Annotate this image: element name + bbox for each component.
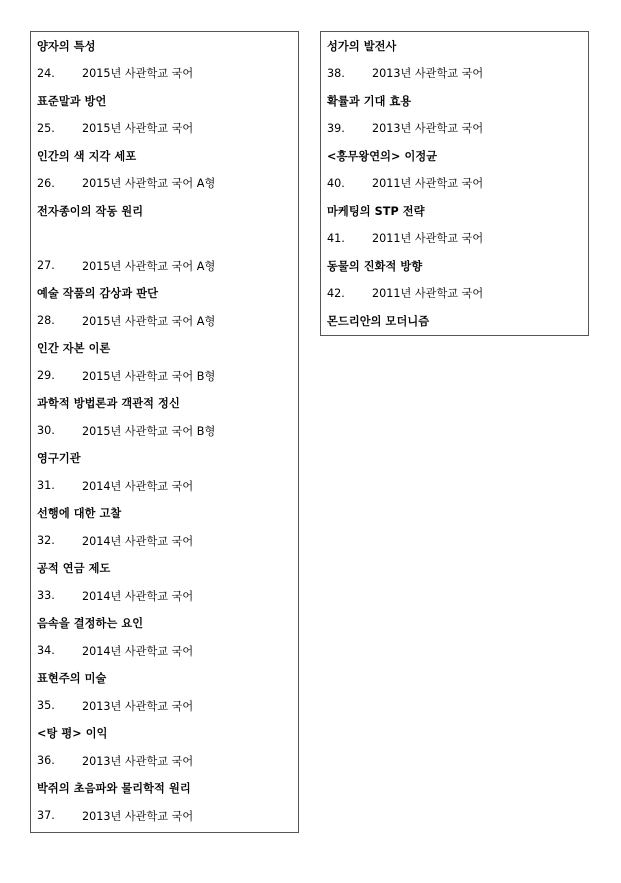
item-number: 41. — [327, 231, 345, 245]
passage-title: 공적 연금 제도 — [37, 562, 111, 576]
source-text: 2014년 사관학교 국어 — [82, 534, 194, 548]
source-text: 2011년 사관학교 국어 — [372, 287, 484, 301]
passage-title: 몬드리안의 모더니즘 — [327, 314, 430, 328]
source-text: 2013년 사관학교 국어 — [82, 754, 194, 768]
source-entry — [37, 60, 292, 88]
source-entry — [37, 472, 292, 500]
source-text: 2013년 사관학교 국어 — [82, 699, 194, 713]
item-number: 31. — [37, 479, 55, 493]
item-number: 27. — [37, 259, 55, 273]
source-entry — [37, 637, 292, 665]
source-text: 2014년 사관학교 국어 — [82, 479, 194, 493]
passage-title: <흥무왕연의> 이정균 — [327, 149, 438, 163]
source-text: 2014년 사관학교 국어 — [82, 644, 194, 658]
passage-title: 인간 자본 이론 — [37, 342, 111, 356]
source-entry — [37, 417, 292, 445]
source-entry — [327, 60, 582, 88]
source-text: 2013년 사관학교 국어 — [372, 122, 484, 136]
passage-title: 성가의 발전사 — [327, 39, 397, 53]
item-number: 25. — [37, 121, 55, 135]
source-text: 2015년 사관학교 국어 B형 — [82, 369, 216, 383]
source-entry — [327, 170, 582, 198]
source-entry — [327, 115, 582, 143]
item-number: 34. — [37, 644, 55, 658]
item-number: 38. — [327, 66, 345, 80]
item-number: 36. — [37, 754, 55, 768]
source-entry — [37, 582, 292, 610]
item-number: 26. — [37, 176, 55, 190]
source-text: 2015년 사관학교 국어 — [82, 67, 194, 81]
passage-title: 인간의 색 지각 세포 — [37, 149, 137, 163]
passage-title: 양자의 특성 — [37, 39, 96, 53]
passage-title: 확률과 기대 효용 — [327, 94, 412, 108]
item-number: 40. — [327, 176, 345, 190]
item-number: 37. — [37, 809, 55, 823]
item-number: 32. — [37, 534, 55, 548]
item-number: 42. — [327, 286, 345, 300]
source-text: 2013년 사관학교 국어 — [82, 809, 194, 823]
item-number: 35. — [37, 699, 55, 713]
item-number: 39. — [327, 121, 345, 135]
source-text: 2015년 사관학교 국어 — [82, 122, 194, 136]
source-text: 2011년 사관학교 국어 — [372, 232, 484, 246]
source-text: 2011년 사관학교 국어 — [372, 177, 484, 191]
source-entry — [37, 692, 292, 720]
item-number: 33. — [37, 589, 55, 603]
item-number: 28. — [37, 314, 55, 328]
passage-title: 과학적 방법론과 객관적 정신 — [37, 397, 180, 411]
source-entry — [327, 280, 582, 308]
source-entry — [37, 362, 292, 390]
passage-title: 영구기관 — [37, 452, 81, 466]
source-entry — [37, 527, 292, 555]
source-entry — [37, 115, 292, 143]
left-column — [30, 31, 299, 833]
source-text: 2015년 사관학교 국어 A형 — [82, 177, 216, 191]
source-entry — [37, 307, 292, 335]
source-text: 2014년 사관학교 국어 — [82, 589, 194, 603]
passage-title: 마케팅의 STP 전략 — [327, 204, 425, 218]
passage-title: 전자종이의 작동 원리 — [37, 204, 144, 218]
passage-title: 박쥐의 초음파와 물리학적 원리 — [37, 782, 191, 796]
source-text: 2013년 사관학교 국어 — [372, 67, 484, 81]
source-entry — [37, 747, 292, 775]
item-number: 30. — [37, 424, 55, 438]
source-text: 2015년 사관학교 국어 A형 — [82, 259, 216, 273]
passage-title: <탕 평> 이익 — [37, 727, 108, 741]
source-text: 2015년 사관학교 국어 A형 — [82, 314, 216, 328]
source-entry — [327, 225, 582, 253]
passage-title: 표준말과 방언 — [37, 94, 107, 108]
right-column — [320, 31, 589, 336]
blank-line — [37, 225, 292, 253]
source-entry — [37, 170, 292, 198]
item-number: 24. — [37, 66, 55, 80]
passage-title: 표현주의 미술 — [37, 672, 107, 686]
passage-title: 예술 작품의 감상과 판단 — [37, 287, 159, 301]
item-number: 29. — [37, 369, 55, 383]
passage-title: 동물의 진화적 방향 — [327, 259, 423, 273]
source-text: 2015년 사관학교 국어 B형 — [82, 424, 216, 438]
passage-title: 선행에 대한 고찰 — [37, 507, 122, 521]
passage-title: 음속을 결정하는 요인 — [37, 617, 144, 631]
source-entry — [37, 802, 292, 830]
source-entry — [37, 252, 292, 280]
